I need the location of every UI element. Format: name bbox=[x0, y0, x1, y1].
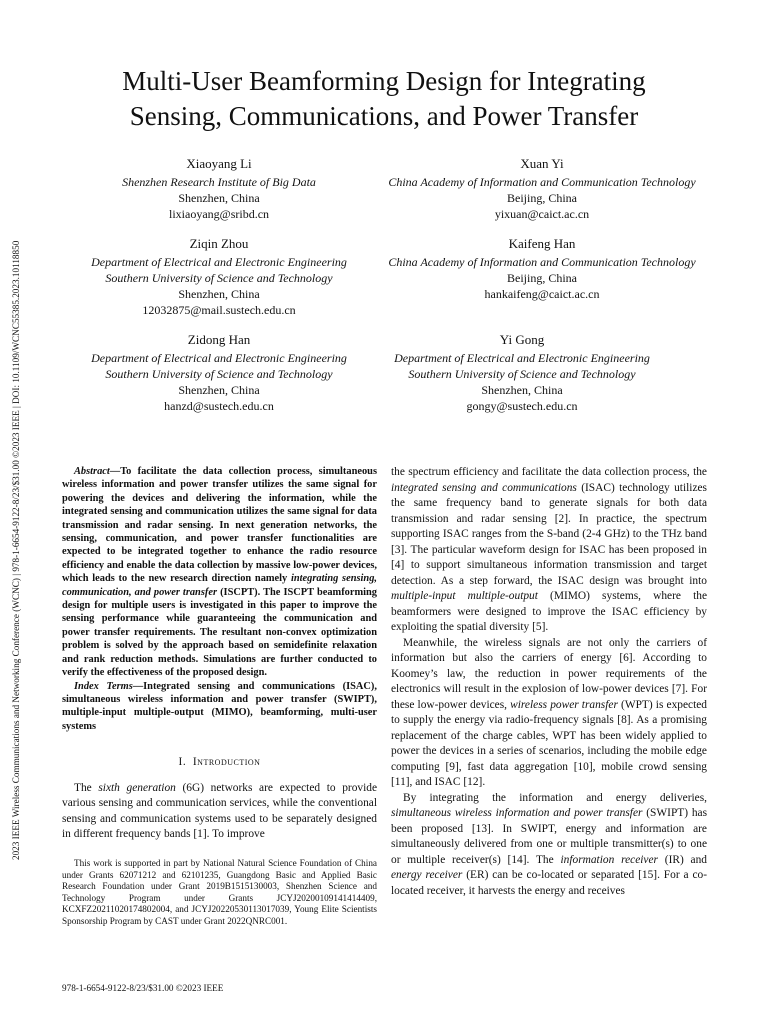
italic-term: simultaneous wireless information and power transfer bbox=[391, 807, 643, 819]
index-terms bbox=[62, 680, 377, 734]
section-heading bbox=[62, 755, 377, 771]
author-location: Shenzhen, China bbox=[178, 383, 260, 397]
text-run: (IR) and bbox=[657, 853, 707, 866]
abstract-text-1: To facilitate the data collection process, simultaneous wireless information and power transfer utilizes the same signal for powering the devices and delivering the information, while the integrated sensing and communication utilizes the same signal for data transmission and radar sensing. In next generation networks, the sensing, communication, and power transfer functionalities are expected to be integrated together to enhance the radio resource efficiency and enable the data collection by massive low-power devices, which leads to the new research direction namely bbox=[62, 466, 377, 585]
author-email[interactable]: 12032875@mail.sustech.edu.cn bbox=[142, 303, 296, 317]
italic-term: multiple-input multiple-output bbox=[391, 590, 538, 602]
left-column bbox=[62, 465, 377, 843]
section-number: I. bbox=[178, 756, 187, 769]
author-affiliation: Southern University of Science and Technology bbox=[408, 367, 636, 381]
title-line-1: Multi-User Beamforming Design for Integrating bbox=[122, 66, 646, 96]
author-block-3 bbox=[54, 234, 384, 318]
copyright-line: 978-1-6654-9122-8/23/$31.00 ©2023 IEEE bbox=[62, 983, 224, 993]
index-terms-text: Integrated sensing and communications (ISAC), simultaneous wireless information and power transfer (SWIPT), multiple-input multiple-output (MIMO), beamforming, multi-user systems bbox=[62, 680, 377, 732]
text-run: (ER) can be co-located or separated [15]. For a co-located receiver, it harvests the energy and receives bbox=[391, 869, 707, 897]
author-block-5 bbox=[54, 330, 384, 414]
author-block-2 bbox=[372, 154, 712, 222]
text-run: By integrating the information and energy deliveries, bbox=[403, 791, 707, 804]
right-paragraph-2 bbox=[391, 636, 707, 791]
author-affiliation: China Academy of Information and Communication Technology bbox=[388, 175, 696, 189]
right-paragraph-1 bbox=[391, 465, 707, 636]
italic-term: integrated sensing and communications bbox=[391, 481, 577, 494]
title-line-2: Sensing, Communications, and Power Transfer bbox=[129, 101, 639, 131]
italic-term: energy receiver bbox=[391, 869, 463, 881]
author-affiliation: Shenzhen Research Institute of Big Data bbox=[122, 175, 316, 189]
author-block-4 bbox=[372, 234, 712, 302]
author-affiliation: China Academy of Information and Communication Technology bbox=[388, 255, 696, 269]
author-name: Kaifeng Han bbox=[508, 236, 576, 251]
sidebar-id-text: 2023 IEEE Wireless Communications and Networking Conference (WCNC) | 978-1-6654-9122-8/23/$31.00 ©2023 IEEE | DOI: 10.1109/WCNC55385.2023.10118850 bbox=[11, 240, 21, 860]
text-run: (WPT) is expected to supply the energy via radio-frequency signals [8]. As a promising replacement of the charge cables, WPT has been widely applied to power the devices in a series of scenarios, including the mobile edge computing [9], fast data aggregation [10], mobile crowd sensing [11], and ISAC [12]. bbox=[391, 698, 707, 788]
abstract bbox=[62, 465, 377, 680]
author-name: Zidong Han bbox=[187, 332, 251, 347]
author-email[interactable]: hanzd@sustech.edu.cn bbox=[164, 399, 274, 413]
text-run: (SWIPT) has been proposed [13]. In SWIPT, energy and information are simultaneously delivered from one or multiple transmitter(s) to one or multiple receiver(s) [14]. The bbox=[391, 807, 708, 866]
text-run: the spectrum efficiency and facilitate the data collection process, the bbox=[391, 466, 707, 478]
text-run: The bbox=[74, 781, 99, 794]
author-location: Beijing, China bbox=[507, 191, 577, 205]
author-location: Beijing, China bbox=[507, 271, 577, 285]
abstract-dash: — bbox=[109, 466, 121, 477]
author-block-6 bbox=[372, 330, 672, 414]
author-name: Xiaoyang Li bbox=[186, 156, 252, 171]
section-title: Introduction bbox=[192, 756, 261, 769]
author-affiliation: Department of Electrical and Electronic Engineering bbox=[91, 351, 347, 365]
author-email[interactable]: yixuan@caict.ac.cn bbox=[494, 207, 590, 221]
text-run: (6G) networks are expected to provide various sensing and communication services, while the conventional sensing and communication systems used to be separately designed in different frequency bands [1]. To improve bbox=[62, 781, 378, 841]
italic-term: information receiver bbox=[560, 853, 658, 866]
author-name: Yi Gong bbox=[499, 332, 545, 347]
abstract-term: integrating sensing, communication, and power transfer bbox=[62, 573, 377, 598]
author-affiliation: Southern University of Science and Technology bbox=[105, 271, 333, 285]
right-column bbox=[391, 465, 707, 899]
italic-term: wireless power transfer bbox=[510, 698, 618, 711]
author-name: Ziqin Zhou bbox=[189, 236, 249, 251]
index-terms-dash: — bbox=[132, 680, 144, 692]
author-email[interactable]: hankaifeng@caict.ac.cn bbox=[484, 287, 600, 301]
text-run: (MIMO) systems, where the beamformers were designed to improve the ISAC efficiency by exploiting the spatial diversity [5]. bbox=[391, 590, 707, 633]
author-location: Shenzhen, China bbox=[178, 287, 260, 301]
author-affiliation: Southern University of Science and Technology bbox=[105, 367, 333, 381]
abstract-text-2: (ISCPT). The ISCPT beamforming design for multiple users is investigated in this paper to improve the sensing performance while guaranteeing the communication and power transfer requirements. The resultant non-convex optimization problem is solved by the approach based on semidefinite relaxation and rank reduction methods. Simulations are further conducted to verify the effectiveness of the proposed design. bbox=[62, 586, 377, 679]
author-location: Shenzhen, China bbox=[481, 383, 563, 397]
footnote: This work is supported in part by National Natural Science Foundation of China under Grants 62071212 and 62101235, Guangdong Basic and Applied Basic Research Foundation under Grant 2019B1515130003, Shenzhen Science and Technology Program under Grants JCYJ20200109141414409, KCXFZ20211020174802004, and JCYJ20220530113017039, Young Elite Scientists Sponsorship Program by CAST under Grant 2022QNRC001. bbox=[62, 858, 377, 926]
right-paragraph-3 bbox=[391, 791, 707, 900]
abstract-label: Abstract bbox=[74, 466, 110, 477]
author-name: Xuan Yi bbox=[520, 156, 564, 171]
italic-term: sixth generation bbox=[98, 781, 176, 794]
author-block-1 bbox=[64, 154, 374, 222]
sidebar-identifier bbox=[4, 160, 21, 860]
author-location: Shenzhen, China bbox=[178, 191, 260, 205]
text-run: (ISAC) technology utilizes the same frequency band to generate signals for both data transmission and radar sensing [2]. In practice, the spectrum supporting ISAC ranges from the S-band (2-4 GHz) to the THz band [3]. The particular waveform design for ISAC has been proposed in [4] to support simultaneous information transmission and target detection. As a step forward, the ISAC design was brought into bbox=[391, 481, 707, 587]
intro-paragraph-1 bbox=[62, 781, 377, 843]
author-affiliation: Department of Electrical and Electronic Engineering bbox=[91, 255, 347, 269]
author-affiliation: Department of Electrical and Electronic Engineering bbox=[394, 351, 650, 365]
author-email[interactable]: gongy@sustech.edu.cn bbox=[466, 399, 578, 413]
index-terms-label: Index Terms bbox=[74, 680, 133, 692]
author-email[interactable]: lixiaoyang@sribd.cn bbox=[168, 207, 270, 221]
text-run: Meanwhile, the wireless signals are not only the carriers of information but also the carriers of energy [6]. According to Koomey’s law, the reduction in power requirements of the electronics will result in the explosion of low-power devices [7]. For these low-power devices, bbox=[391, 636, 707, 711]
paper-title bbox=[60, 64, 708, 134]
